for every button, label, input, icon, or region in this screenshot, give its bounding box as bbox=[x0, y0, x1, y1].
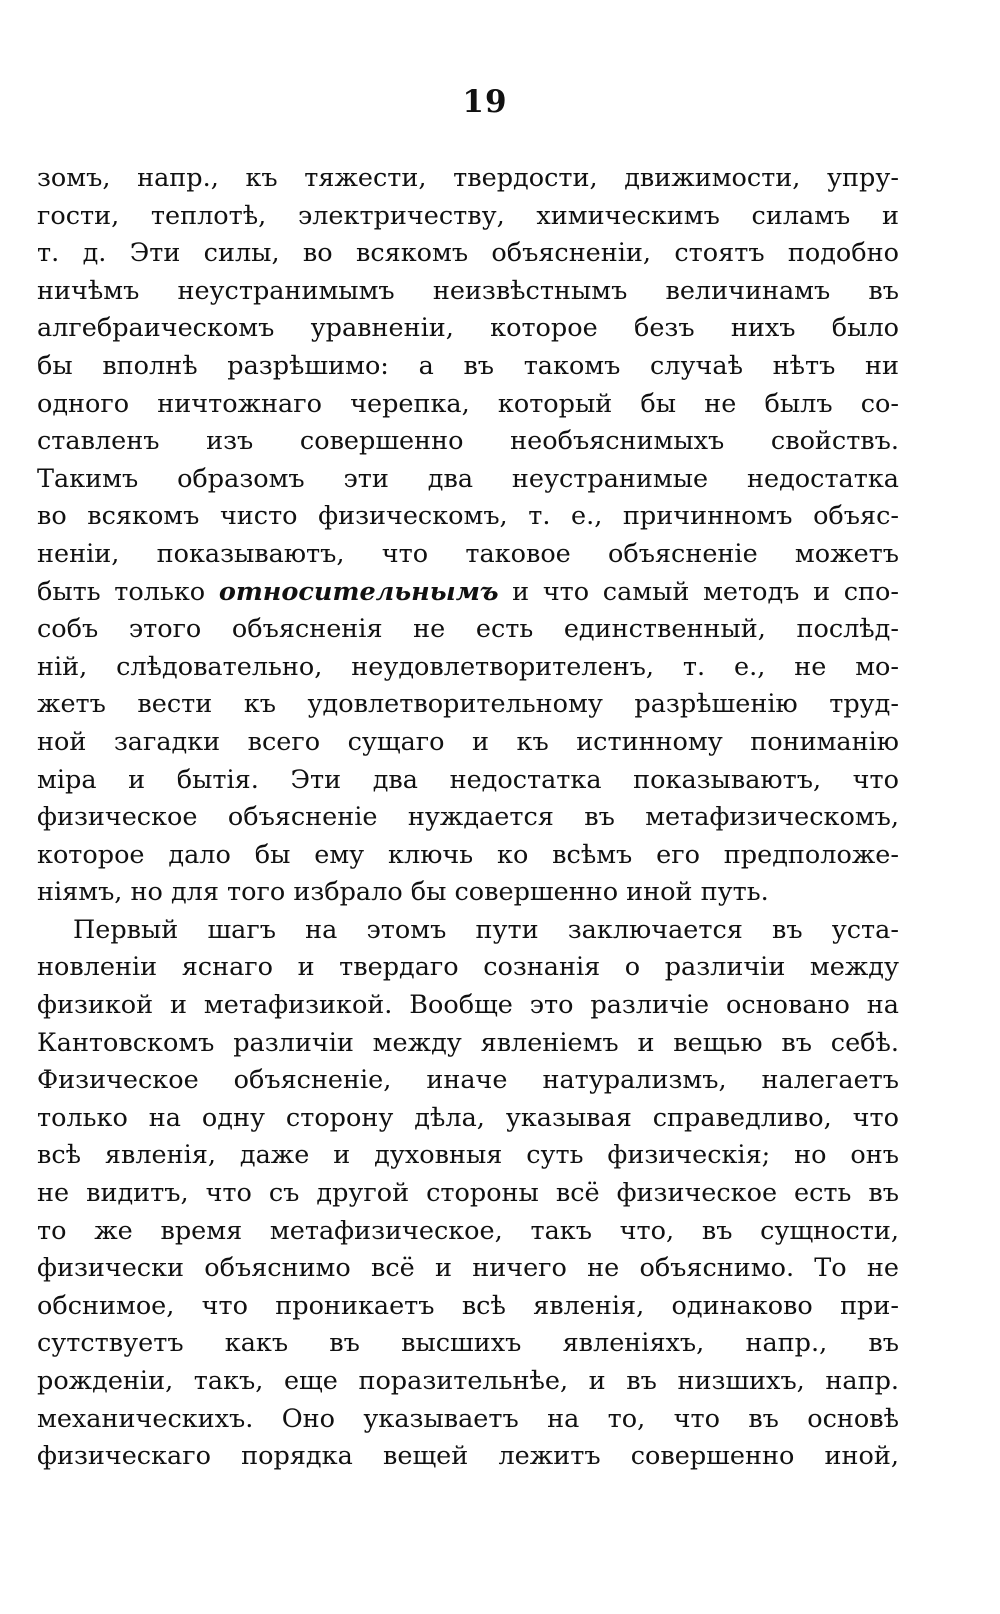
text-line: обснимое, что проникаетъ всѣ явленія, одинаково при- bbox=[37, 1290, 899, 1321]
text-line: гости, теплотѣ, электричеству, химическимъ силамъ и bbox=[37, 200, 899, 231]
text-line: которое дало бы ему ключь ко всѣмъ его предположе- bbox=[37, 839, 899, 870]
text-line: новленіи яснаго и твердаго сознанія о различіи между bbox=[37, 952, 899, 983]
text-line: т. д. Эти силы, во всякомъ объясненіи, стоятъ подобно bbox=[37, 238, 899, 269]
text-line: ставленъ изъ совершенно необъяснимыхъ свойствъ. bbox=[37, 426, 899, 457]
text-line-with-emphasis bbox=[37, 574, 899, 612]
text-line: Кантовскомъ различіи между явленіемъ и вещью въ себѣ. bbox=[37, 1027, 899, 1058]
text-line: физическаго порядка вещей лежитъ совершенно иной, bbox=[37, 1441, 899, 1472]
text-line: одного ничтожнаго черепка, который бы не былъ со- bbox=[37, 388, 899, 419]
paragraph-first-line: Первый шагъ на этомъ пути заключается въ уста- bbox=[73, 914, 899, 945]
line-text-after: и что самый методъ и спо- bbox=[498, 576, 899, 607]
text-line: ной загадки всего сущаго и къ истинному пониманію bbox=[37, 726, 899, 757]
text-line: бы вполнѣ разрѣшимо: а въ такомъ случаѣ нѣтъ ни bbox=[37, 350, 899, 381]
text-line: жетъ вести къ удовлетворительному разрѣшенію труд- bbox=[37, 689, 899, 720]
text-line: зомъ, напр., къ тяжести, твердости, движимости, упру- bbox=[37, 163, 899, 193]
text-line: механическихъ. Оно указываетъ на то, что въ основѣ bbox=[37, 1403, 899, 1434]
text-line: ничѣмъ неустранимымъ неизвѣстнымъ величинамъ въ bbox=[37, 275, 899, 306]
text-line: Такимъ образомъ эти два неустранимые недостатка bbox=[37, 463, 899, 494]
text-line: неніи, показываютъ, что таковое объясненіе можетъ bbox=[37, 538, 899, 569]
text-line: всѣ явленія, даже и духовныя суть физическія; но онъ bbox=[37, 1140, 899, 1171]
text-line: рожденіи, такъ, еще поразительнѣе, и въ низшихъ, напр. bbox=[37, 1366, 899, 1396]
line-text-before: быть только bbox=[37, 576, 219, 607]
emphasized-word: относительнымъ bbox=[218, 576, 499, 607]
text-line: не видитъ, что съ другой стороны всё физическое есть въ bbox=[37, 1178, 899, 1209]
text-line: міра и бытія. Эти два недостатка показываютъ, что bbox=[37, 764, 899, 795]
text-line: ніямъ, но для того избрало бы совершенно иной путь. bbox=[37, 877, 769, 908]
page-number: 19 bbox=[462, 84, 508, 120]
text-line: физикой и метафизикой. Вообще это различіе основано на bbox=[37, 990, 899, 1021]
body-text bbox=[37, 160, 899, 1476]
text-line: сутствуетъ какъ въ высшихъ явленіяхъ, напр., въ bbox=[37, 1328, 899, 1359]
text-line: ній, слѣдовательно, неудовлетворителенъ, т. е., не мо- bbox=[37, 651, 899, 682]
text-line: то же время метафизическое, такъ что, въ сущности, bbox=[37, 1215, 899, 1246]
text-line: Физическое объясненіе, иначе натурализмъ, налегаетъ bbox=[37, 1065, 899, 1096]
text-line: только на одну сторону дѣла, указывая справедливо, что bbox=[37, 1102, 899, 1133]
text-line: алгебраическомъ уравненіи, которое безъ нихъ было bbox=[37, 313, 899, 344]
text-line: физическое объясненіе нуждается въ метафизическомъ, bbox=[37, 802, 899, 833]
text-line: во всякомъ чисто физическомъ, т. е., причинномъ объяс- bbox=[37, 501, 899, 532]
text-line: физически объяснимо всё и ничего не объяснимо. То не bbox=[37, 1253, 899, 1284]
text-line: собъ этого объясненія не есть единственный, послѣд- bbox=[37, 614, 899, 645]
